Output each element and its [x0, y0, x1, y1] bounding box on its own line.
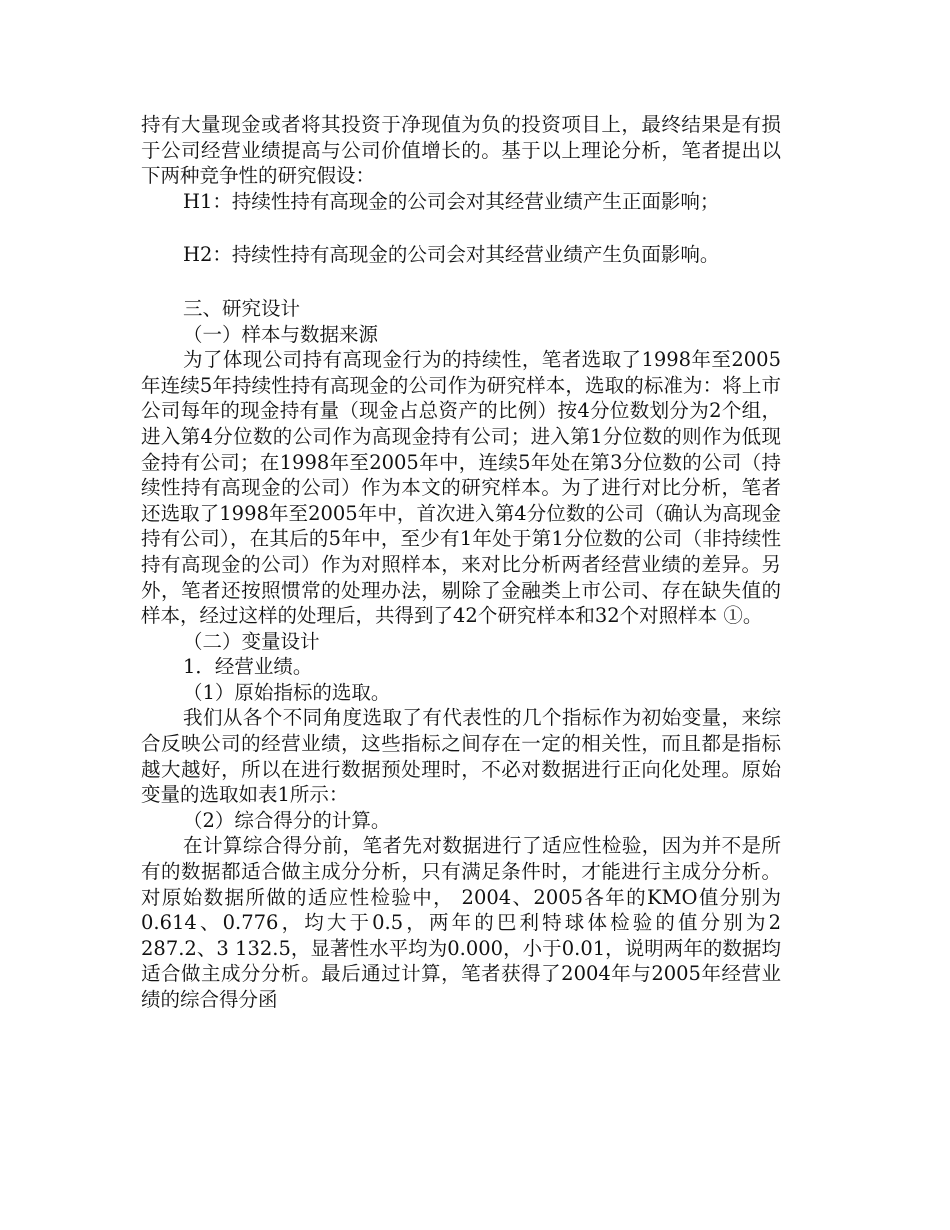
paragraph-composite-score: 在计算综合得分前，笔者先对数据进行了适应性检验，因为并不是所有的数据都适合做主成分分析，只有满足条件时，才能进行主成分分析。对原始数据所做的适应性检验中， 2004、2005各年的KMO值分别为0.614、0.776，均大于0.5，两年的巴利特球体检验的值分别为2 287.2、3 132.5，显著性水平均为0.000，小于0.01，说明两年的数据均适合做主成分分析。最后通过计算，笔者获得了2004年与2005年经营业绩的综合得分函 [141, 834, 781, 1011]
paragraph-indicators: 我们从各个不同角度选取了有代表性的几个指标作为初始变量，来综合反映公司的经营业绩，这些指标之间存在一定的相关性，而且都是指标越大越好，所以在进行数据预处理时，不必对数据进行正向化处理。原始变量的选取如表1所示： [141, 706, 781, 807]
item-heading-indicator-selection: （1）原始指标的选取。 [183, 680, 391, 704]
item-heading-performance: 1．经营业绩。 [183, 655, 313, 679]
hypothesis-h2: H2：持续性持有高现金的公司会对其经营业绩产生负面影响。 [183, 243, 720, 267]
document-page [141, 112, 781, 1013]
paragraph-intro: 持有大量现金或者将其投资于净现值为负的投资项目上，最终结果是有损于公司经营业绩提高与公司价值增长的。基于以上理论分析，笔者提出以下两种竞争性的研究假设： [141, 113, 781, 188]
section-heading-research-design: 三、研究设计 [183, 296, 301, 320]
item-heading-composite-score: （2）综合得分的计算。 [183, 808, 391, 832]
spacer [141, 268, 781, 296]
subsection-heading-variables: （二）变量设计 [183, 629, 320, 653]
paragraph-sample: 为了体现公司持有高现金行为的持续性，笔者选取了1998年至2005年连续5年持续性持有高现金的公司作为研究样本，选取的标准为：将上市公司每年的现金持有量（现金占总资产的比例）按4分位数划分为2个组，进入第4分位数的公司作为高现金持有公司；进入第1分位数的则作为低现金持有公司；在1998年至2005年中，连续5年处在第3分位数的公司（持续性持有高现金的公司）作为本文的研究样本。为了进行对比分析，笔者还选取了1998年至2005年中，首次进入第4分位数的公司（确认为高现金持有公司），在其后的5年中，至少有1年处于第1分位数的公司（非持续性持有高现金的公司）作为对照样本，来对比分析两者经营业绩的差异。另外，笔者还按照惯常的处理办法，剔除了金融类上市公司、存在缺失值的样本，经过这样的处理后，共得到了42个研究样本和32个对照样本 ①。 [141, 348, 781, 628]
spacer [141, 214, 781, 242]
subsection-heading-sample: （一）样本与数据来源 [183, 322, 379, 346]
hypothesis-h1: H1：持续性持有高现金的公司会对其经营业绩产生正面影响； [183, 189, 720, 213]
